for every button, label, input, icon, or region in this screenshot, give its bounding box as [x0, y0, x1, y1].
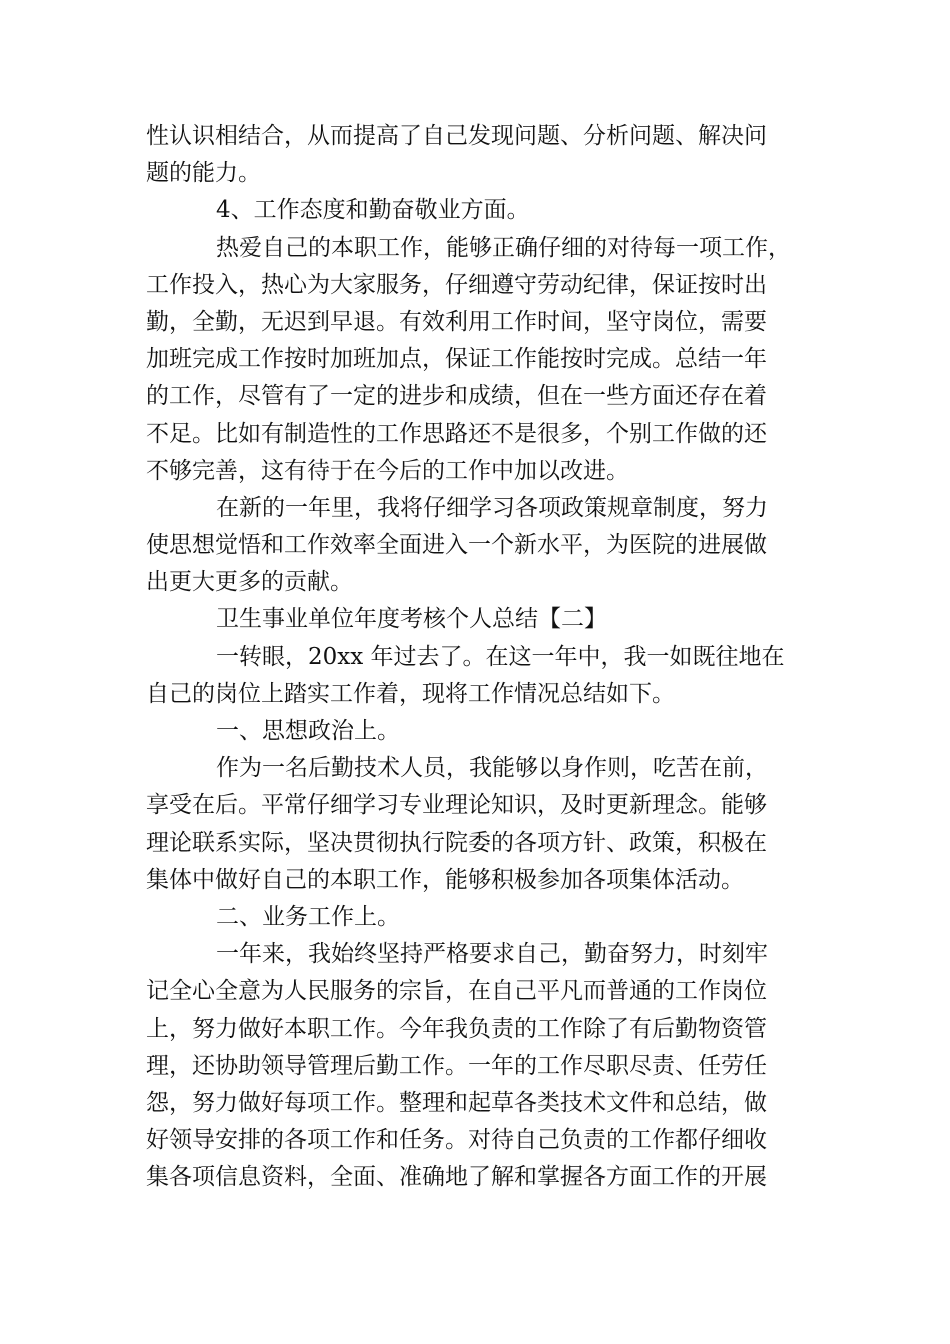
- document-line: 题的能力。: [146, 160, 261, 187]
- document-line: 卫生事业单位年度考核个人总结【二】: [216, 606, 607, 633]
- document-line: 不足。比如有制造性的工作思路还不是很多，个别工作做的还: [146, 420, 767, 447]
- document-line: 一年来，我始终坚持严格要求自己，勤奋努力，时刻牢: [216, 941, 768, 968]
- document-line: 怨，努力做好每项工作。整理和起草各类技术文件和总结，做: [146, 1089, 767, 1116]
- document-line: 热爱自己的本职工作，能够正确仔细的对待每一项工作，: [216, 234, 791, 261]
- document-line: 自己的岗位上踏实工作着，现将工作情况总结如下。: [146, 680, 675, 707]
- document-line: 不够完善，这有待于在今后的工作中加以改进。: [146, 457, 629, 484]
- document-body: [146, 118, 806, 1196]
- document-line: 加班完成工作按时加班加点，保证工作能按时完成。总结一年: [146, 346, 767, 373]
- document-line: 好领导安排的各项工作和任务。对待自己负责的工作都仔细收: [146, 1127, 767, 1154]
- document-line: 的工作，尽管有了一定的进步和成绩，但在一些方面还存在着: [146, 383, 767, 410]
- document-line: 在新的一年里，我将仔细学习各项政策规章制度，努力: [216, 494, 768, 521]
- document-line: 一转眼，20xx 年过去了。在这一年中，我一如既往地在: [216, 643, 785, 670]
- document-line: 性认识相结合，从而提高了自己发现问题、分析问题、解决问: [146, 123, 767, 149]
- document-line: 集各项信息资料，全面、准确地了解和掌握各方面工作的开展: [146, 1164, 767, 1191]
- document-line: 二、业务工作上。: [216, 903, 400, 930]
- document-line: 勤，全勤，无迟到早退。有效利用工作时间，坚守岗位，需要: [146, 308, 767, 335]
- document-line: 享受在后。平常仔细学习专业理论知识，及时更新理念。能够: [146, 792, 767, 819]
- document-line: 4、工作态度和勤奋敬业方面。: [216, 197, 530, 224]
- document-line: 使思想觉悟和工作效率全面进入一个新水平，为医院的进展做: [146, 532, 767, 559]
- document-line: 作为一名后勤技术人员，我能够以身作则，吃苦在前，: [216, 755, 768, 782]
- document-line: 理论联系实际，坚决贯彻执行院委的各项方针、政策，积极在: [146, 829, 767, 856]
- document-line: 出更大更多的贡献。: [146, 569, 353, 596]
- document-line: 理，还协助领导管理后勤工作。一年的工作尽职尽责、任劳任: [146, 1052, 767, 1079]
- document-line: 一、思想政治上。: [216, 718, 400, 744]
- document-line: 集体中做好自己的本职工作，能够积极参加各项集体活动。: [146, 866, 744, 893]
- document-line: 上，努力做好本职工作。今年我负责的工作除了有后勤物资管: [146, 1015, 767, 1042]
- document-line: 工作投入，热心为大家服务，仔细遵守劳动纪律，保证按时出: [146, 271, 767, 298]
- document-line: 记全心全意为人民服务的宗旨，在自己平凡而普通的工作岗位: [146, 978, 767, 1005]
